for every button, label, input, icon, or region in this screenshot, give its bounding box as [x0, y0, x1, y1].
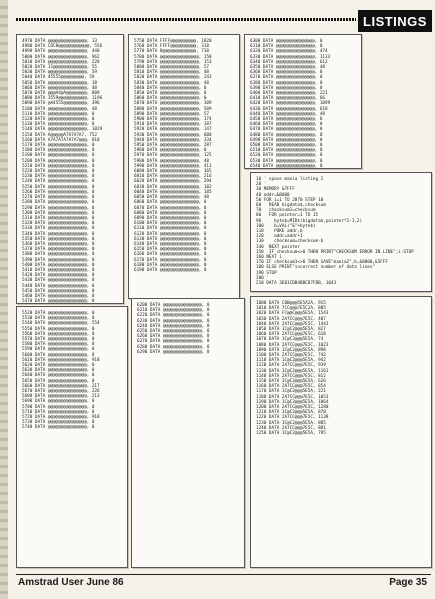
listing-line: 1130 DATA 1C@C2@@@5E5A, 1161	[256, 368, 329, 374]
listing-line: 5600 DATA @@@@@@@@@@@@@@@, 0	[22, 352, 95, 358]
listing-line: 100 b=VAL("&"+byte$)	[256, 223, 316, 229]
listing-line: 1190 DATA 1C@C2@@@5E5A, 1064	[256, 399, 329, 405]
listing-line: 90 byte$=MID$(bigdata$,pointer*2-1,2)	[256, 218, 363, 224]
listing-line: 6410 DATA @@@@@@@@@@@@@@@, 66	[250, 96, 326, 102]
listing-line: 6380 DATA @@@@@@@@@@@@@@@, 0	[250, 80, 323, 86]
listing-line: 5540 DATA @@@@@@@@@@@@@@@, 554	[22, 321, 100, 327]
listing-line: 5780 DATA @@@@@@@@@@@@@@@, 150	[134, 54, 212, 60]
listing-line: 1250 DATA 1C@C2@@@5E5A, 795	[256, 431, 326, 437]
listing-line: 5610 DATA @@@@@@@@@@@@@@@, 918	[22, 357, 100, 363]
listing-sheet-1	[16, 34, 124, 304]
listing-line: 1110 DATA 1C@C2@@@5E5A, 942	[256, 358, 326, 364]
listing-line: 5530 DATA @@@@@@@@@@@@@@@, 0	[22, 316, 95, 322]
listing-line: 5950 DATA @@@@@@@@@@@@@@@, 287	[134, 143, 212, 149]
listing-line: 6450 DATA @@@@@@@@@@@@@@@, 0	[250, 117, 323, 123]
listing-line: 160 NEXT i	[256, 255, 282, 261]
listing-sheet-4	[250, 172, 432, 292]
listing-line: 6400 DATA @@@@@@@@@@@@@@@, 221	[250, 91, 328, 97]
listing-line: 50 FOR i=1 TO 2870 STEP 10	[256, 197, 324, 203]
listing-line: 5090 DATA @A4555@@@@@@@@@, 396	[22, 101, 100, 107]
listing-line: 5200 DATA @@@@@@@@@@@@@@@, 0	[22, 158, 95, 164]
section-title: LISTINGS	[358, 10, 432, 32]
listing-line: 5430 DATA @@@@@@@@@@@@@@@, 0	[22, 278, 95, 284]
listing-line: 200 '	[256, 275, 269, 281]
listing-line: 6460 DATA @@@@@@@@@@@@@@@, 0	[250, 122, 323, 128]
listing-line: 1100 DATA 2A7CC@@@7E5C, 742	[256, 353, 326, 359]
listing-line: 190 STOP	[256, 270, 277, 276]
listing-line: 6010 DATA @@@@@@@@@@@@@@@, 216	[134, 174, 212, 180]
listing-line: 6190 DATA @@@@@@@@@@@@@@@, 0	[134, 267, 207, 273]
listing-line: 6060 DATA @@@@@@@@@@@@@@@, 0	[134, 200, 207, 206]
listing-line: 1200 DATA 2A7CC@@@7E5C, 1280	[256, 405, 329, 411]
listing-line: 5840 DATA @@@@@@@@@@@@@@@, 0	[134, 85, 207, 91]
listing-line: 5760 DATA FFFF@@@@@@@@@@, 318	[134, 44, 210, 50]
listing-line: 6470 DATA @@@@@@@@@@@@@@@, 0	[250, 127, 323, 133]
listing-line: 5360 DATA @@@@@@@@@@@@@@@, 0	[22, 241, 95, 247]
listing-line: 6210 DATA @@@@@@@@@@@@@@@, 0	[137, 308, 210, 314]
listing-line: 150 IF checksum<>0 THEN PRINT"CHECKSUM ERROR IN LINE";i:STOP	[256, 249, 414, 255]
listing-line: 6370 DATA @@@@@@@@@@@@@@@, 0	[250, 75, 323, 81]
listing-line: 6040 DATA @@@@@@@@@@@@@@@, 185	[134, 189, 212, 195]
listing-line: 6090 DATA @@@@@@@@@@@@@@@, 0	[134, 215, 207, 221]
listing-line: 5920 DATA @@@@@@@@@@@@@@@, 147	[134, 127, 212, 133]
listing-line: 5410 DATA @@@@@@@@@@@@@@@, 0	[22, 267, 95, 273]
listing-line: 5340 DATA @@@@@@@@@@@@@@@, 0	[22, 231, 95, 237]
listing-line: 5040 DATA 45555@@@@@@@@@, 59	[22, 75, 95, 81]
listing-line: 6000 DATA @@@@@@@@@@@@@@@, 165	[134, 169, 212, 175]
listing-line: 6100 DATA @@@@@@@@@@@@@@@, 0	[134, 221, 207, 227]
listing-line: 6350 DATA @@@@@@@@@@@@@@@, 48	[250, 65, 326, 71]
listing-line: 1080 DATA 2A7CC@@@7E5C, 1023	[256, 342, 329, 348]
listing-line: 6110 DATA @@@@@@@@@@@@@@@, 0	[134, 226, 207, 232]
listing-line: 5300 DATA @@@@@@@@@@@@@@@, 0	[22, 210, 95, 216]
listing-line: 5980 DATA @@@@@@@@@@@@@@@, 48	[134, 158, 210, 164]
listing-line: 1020 DATA FC@@C@@@5E5A, 1543	[256, 311, 329, 317]
listing-line: 6280 DATA @@@@@@@@@@@@@@@, 0	[137, 344, 210, 350]
listing-line: 1220 DATA 2A7CC@@@7E5C, 1138	[256, 415, 329, 421]
footer-page-number: Page 35	[389, 577, 427, 588]
listing-line: 5170 DATA @@@@@@@@@@@@@@@, 0	[22, 143, 95, 149]
listing-line: 5390 DATA @@@@@@@@@@@@@@@, 0	[22, 257, 95, 263]
listing-line: 1140 DATA 2A7CC@@@7E5C, 812	[256, 373, 326, 379]
listing-line: 5120 DATA @@@@@@@@@@@@@@@, 0	[22, 117, 95, 123]
listing-line: 40 addr=&8000	[256, 192, 290, 198]
listing-line: 5890 DATA @@@@@@@@@@@@@@@, 57	[134, 111, 210, 117]
listing-line: 1240 DATA 2A7CC@@@7E5C, 881	[256, 425, 326, 431]
listing-line: 5870 DATA @@@@@@@@@@@@@@@, 109	[134, 101, 212, 107]
listing-line: 4970 DATA @@@@@@@@@@@@@@@, 13	[22, 39, 98, 44]
listing-sheet-2	[128, 34, 240, 299]
listing-line: 6030 DATA @@@@@@@@@@@@@@@, 182	[134, 184, 212, 190]
listing-line: 5940 DATA @@@@@@@@@@@@@@@, 334	[134, 137, 212, 143]
listing-line: 170 IF checksum1<>0 THEN SAVE"mania2",b,&8000,&5FFF	[256, 260, 388, 266]
listing-line: 6050 DATA @@@@@@@@@@@@@@@, 48	[134, 195, 210, 201]
listing-line: 5640 DATA @@@@@@@@@@@@@@@, 0	[22, 373, 95, 379]
listing-line: 6130 DATA @@@@@@@@@@@@@@@, 0	[134, 236, 207, 242]
listing-line: 6240 DATA @@@@@@@@@@@@@@@, 0	[137, 323, 210, 329]
listing-line: 5420 DATA @@@@@@@@@@@@@@@, 0	[22, 273, 95, 279]
listing-line: 5450 DATA @@@@@@@@@@@@@@@, 0	[22, 288, 95, 294]
footer-magazine: Amstrad User June 86	[18, 577, 124, 588]
listing-line: 6220 DATA @@@@@@@@@@@@@@@, 0	[137, 313, 210, 319]
listing-line: 5800 DATA @@@@@@@@@@@@@@@, 57	[134, 65, 210, 71]
listing-line: 5650 DATA @@@@@@@@@@@@@@@, 0	[22, 378, 95, 384]
listing-line: 4980 DATA CDC8@@@@@@@@@@@@, 556	[22, 44, 103, 50]
listing-line: 5520 DATA @@@@@@@@@@@@@@@, 0	[22, 311, 95, 316]
listing-line: 1040 DATA 2A7CC@@@7E5C, 1443	[256, 321, 329, 327]
listing-line: 6330 DATA @@@@@@@@@@@@@@@, 1133	[250, 54, 331, 60]
listing-line: 5140 DATA @@@@@@@@@@@@@@@, 1029	[22, 127, 103, 133]
listing-line: 5400 DATA @@@@@@@@@@@@@@@, 0	[22, 262, 95, 268]
listing-line: 6170 DATA @@@@@@@@@@@@@@@, 0	[134, 257, 207, 263]
listing-line: 6340 DATA @@@@@@@@@@@@@@@, 612	[250, 59, 328, 65]
listing-line: 5730 DATA @@@@@@@@@@@@@@@, 0	[22, 420, 95, 426]
listing-line: 5460 DATA @@@@@@@@@@@@@@@, 0	[22, 293, 95, 299]
listing-line: 210 DATA 3E01CDB4BBCD7FBB, 1043	[256, 281, 337, 287]
listing-line: 5860 DATA @@@@@@@@@@@@@@@, 0	[134, 96, 207, 102]
listing-line: 1060 DATA 2A7CC@@@7E5C, 618	[256, 332, 326, 338]
listing-line: 1070 DATA 1C@C2@@@5E5A, 74	[256, 337, 324, 343]
listing-sheet-6	[131, 298, 245, 568]
listing-line: 6420 DATA @@@@@@@@@@@@@@@, 1099	[250, 101, 331, 107]
listing-line: 6500 DATA @@@@@@@@@@@@@@@, 0	[250, 143, 323, 149]
listing-line: 5020 DATA 11@@@@@@@@@@@@@, 55	[22, 65, 98, 71]
listing-line: 5050 DATA @@@@@@@@@@@@@@@, 18	[22, 80, 98, 86]
listing-line: 1030 DATA 2A7CC@@@7E5C, 487	[256, 316, 326, 322]
listing-line: 120 addr=addr+1	[256, 234, 303, 240]
listing-line: 5750 DATA FFFF@@@@@@@@@@, 1020	[134, 39, 212, 44]
listing-line: 5440 DATA @@@@@@@@@@@@@@@, 0	[22, 283, 95, 289]
listing-line: 5720 DATA @@@@@@@@@@@@@@@, 918	[22, 415, 100, 421]
listing-line: 5770 DATA 8@@@@@@@@@@@@@, 710	[134, 49, 210, 55]
listing-line: 5110 DATA @@@@@@@@@@@@@@@, 0	[22, 111, 95, 117]
listing-line: 6480 DATA @@@@@@@@@@@@@@@, 0	[250, 132, 323, 138]
listing-line: 5930 DATA @@@@@@@@@@@@@@@, 600	[134, 132, 212, 138]
listing-line: 5080 DATA 3559@@@@@@@@@@@, 1196	[22, 96, 103, 102]
listing-line: 1000 DATA C0B@@@5E5A2A, 915	[256, 301, 326, 306]
listing-line: 10 ' space mania listing 2	[256, 177, 324, 182]
listing-line: 5590 DATA @@@@@@@@@@@@@@@, 0	[22, 347, 95, 353]
listing-line: 5960 DATA @@@@@@@@@@@@@@@, 0	[134, 148, 207, 154]
listing-line: 5030 DATA @@@@@@@@@@@@@@@, 59	[22, 70, 98, 76]
listing-line: 5180 DATA @@@@@@@@@@@@@@@, 0	[22, 148, 95, 154]
listing-line: 6260 DATA @@@@@@@@@@@@@@@, 0	[137, 334, 210, 340]
listing-line: 5710 DATA @@@@@@@@@@@@@@@, 0	[22, 409, 95, 415]
listing-line: 20 '	[256, 182, 267, 188]
listing-line: 5880 DATA @@@@@@@@@@@@@@@, 509	[134, 106, 212, 112]
listing-line: 5230 DATA @@@@@@@@@@@@@@@, 0	[22, 174, 95, 180]
listing-line: 6080 DATA @@@@@@@@@@@@@@@, 0	[134, 210, 207, 216]
listing-line: 6290 DATA @@@@@@@@@@@@@@@, 0	[137, 349, 210, 355]
listing-line: 5740 DATA @@@@@@@@@@@@@@@, 0	[22, 425, 95, 431]
listing-line: 5690 DATA @@@@@@@@@@@@@@@, 0	[22, 399, 95, 405]
listing-line: 5060 DATA @@@@@@@@@@@@@@@, 48	[22, 85, 98, 91]
listing-line: 6180 DATA @@@@@@@@@@@@@@@, 0	[134, 262, 207, 268]
page-footer	[16, 574, 431, 589]
listing-line: 130 checksum=checksum-b	[256, 239, 324, 245]
listing-line: 5830 DATA @@@@@@@@@@@@@@@, 48	[134, 80, 210, 86]
listing-line: 6530 DATA @@@@@@@@@@@@@@@, 0	[250, 158, 323, 164]
listing-line: 1090 DATA 1C@C2@@@5E5A, 898	[256, 347, 326, 353]
listing-line: 5990 DATA @@@@@@@@@@@@@@@, 411	[134, 163, 212, 169]
listing-line: 6540 DATA @@@@@@@@@@@@@@@, 0	[250, 163, 323, 169]
listing-line: 5900 DATA @@@@@@@@@@@@@@@, 174	[134, 117, 212, 123]
listing-line: 5560 DATA @@@@@@@@@@@@@@@, 0	[22, 331, 95, 337]
listing-line: 5620 DATA @@@@@@@@@@@@@@@, 0	[22, 363, 95, 369]
listing-line: 110 POKE addr,b	[256, 229, 303, 235]
listing-line: 6230 DATA @@@@@@@@@@@@@@@, 0	[137, 318, 210, 324]
listing-line: 5270 DATA @@@@@@@@@@@@@@@, 0	[22, 195, 95, 201]
listing-line: 5350 DATA @@@@@@@@@@@@@@@, 0	[22, 236, 95, 242]
listing-sheet-7	[250, 296, 432, 568]
listing-line: 6430 DATA @@@@@@@@@@@@@@@, 618	[250, 106, 328, 112]
listing-line: 5570 DATA @@@@@@@@@@@@@@@, 0	[22, 337, 95, 343]
listing-line: 1160 DATA 2A7CC@@@7E5C, 854	[256, 384, 326, 390]
listing-line: 1010 DATA 7CC@@@7E5C2A, 885	[256, 306, 326, 312]
listing-line: 6160 DATA @@@@@@@@@@@@@@@, 0	[134, 252, 207, 258]
listing-line: 5220 DATA @@@@@@@@@@@@@@@, 0	[22, 169, 95, 175]
listing-line: 5100 DATA @@@@@@@@@@@@@@@, 48	[22, 106, 98, 112]
listing-line: 6520 DATA @@@@@@@@@@@@@@@, 0	[250, 153, 323, 159]
listing-line: 5820 DATA @@@@@@@@@@@@@@@, 243	[134, 75, 212, 81]
listing-line: 5790 DATA @@@@@@@@@@@@@@@, 153	[134, 59, 212, 65]
listing-line: 5070 DATA @@@A4@A@@@@@@@@, 809	[22, 91, 100, 97]
listing-line: 6320 DATA @@@@@@@@@@@@@@@, 474	[250, 49, 328, 55]
listing-line: 6140 DATA @@@@@@@@@@@@@@@, 0	[134, 241, 207, 247]
listing-line: 5160 DATA A7A7A7A7A7A7@@@, 818	[22, 137, 100, 143]
listing-line: 60 READ bigdata$,checksum	[256, 203, 326, 209]
listing-line: 6270 DATA @@@@@@@@@@@@@@@, 0	[137, 339, 210, 345]
listing-line: 140 NEXT pointer	[256, 244, 300, 250]
listing-line: 1210 DATA 1C@C2@@@5E5A, 870	[256, 410, 326, 416]
listing-line: 5130 DATA @@@@@@@@@@@@@@@, 0	[22, 122, 95, 128]
listing-line: 5910 DATA @@@@@@@@@@@@@@@, 187	[134, 122, 212, 128]
listing-line: 5240 DATA @@@@@@@@@@@@@@@, 0	[22, 179, 95, 185]
listing-line: 6120 DATA @@@@@@@@@@@@@@@, 0	[134, 231, 207, 237]
listing-line: 5320 DATA @@@@@@@@@@@@@@@, 0	[22, 221, 95, 227]
listing-line: 5310 DATA @@@@@@@@@@@@@@@, 0	[22, 215, 95, 221]
listing-line: 6510 DATA @@@@@@@@@@@@@@@, 0	[250, 148, 323, 154]
listing-line: 1050 DATA 1C@C2@@@5E5A, 827	[256, 327, 326, 333]
listing-line: 6390 DATA @@@@@@@@@@@@@@@, 0	[250, 85, 323, 91]
listing-line: 1150 DATA 1C@C2@@@5E5A, 626	[256, 379, 326, 385]
listing-line: 6440 DATA @@@@@@@@@@@@@@@, 48	[250, 111, 326, 117]
listing-line: 5470 DATA @@@@@@@@@@@@@@@, 0	[22, 299, 95, 304]
listing-line: 1230 DATA 1C@C2@@@5E5A, 885	[256, 420, 326, 426]
listing-line: 5660 DATA @@@@@@@@@@@@@@@, 217	[22, 383, 100, 389]
listing-line: 6360 DATA @@@@@@@@@@@@@@@, 0	[250, 70, 323, 76]
listing-line: 6310 DATA @@@@@@@@@@@@@@@, 0	[250, 44, 323, 50]
listing-line: 5210 DATA @@@@@@@@@@@@@@@, 0	[22, 163, 95, 169]
listing-sheet-5	[16, 306, 128, 568]
listing-line: 5280 DATA @@@@@@@@@@@@@@@, 0	[22, 200, 95, 206]
listing-line: 180 ELSE PRINT"incorrect number of data lines"	[256, 265, 375, 271]
header-rule	[16, 18, 356, 21]
listing-line: 6200 DATA @@@@@@@@@@@@@@@, 0	[137, 303, 210, 308]
listing-line: 5680 DATA @@@@@@@@@@@@@@@, 213	[22, 394, 100, 400]
listing-line: 6490 DATA @@@@@@@@@@@@@@@, 0	[250, 137, 323, 143]
listing-sheet-3	[244, 34, 362, 169]
listing-line: 5260 DATA @@@@@@@@@@@@@@@, 0	[22, 189, 95, 195]
listing-line: 5370 DATA @@@@@@@@@@@@@@@, 0	[22, 247, 95, 253]
listing-line: 6070 DATA @@@@@@@@@@@@@@@, 0	[134, 205, 207, 211]
listing-line: 5250 DATA @@@@@@@@@@@@@@@, 0	[22, 184, 95, 190]
listing-line: 5190 DATA @@@@@@@@@@@@@@@, 0	[22, 153, 95, 159]
listing-line: 5380 DATA @@@@@@@@@@@@@@@, 0	[22, 252, 95, 258]
listing-line: 6020 DATA @@@@@@@@@@@@@@@, 294	[134, 179, 212, 185]
listing-line: 6300 DATA @@@@@@@@@@@@@@@, 0	[250, 39, 323, 44]
listing-line: 5850 DATA @@@@@@@@@@@@@@@, 0	[134, 91, 207, 97]
listing-line: 1120 DATA 2A7CC@@@7E5C, 939	[256, 363, 326, 369]
listing-line: 5290 DATA @@@@@@@@@@@@@@@, 0	[22, 205, 95, 211]
listing-line: 5670 DATA @@@@@@@@@@@@@@@, 226	[22, 389, 100, 395]
listing-line: 5000 DATA @@@@@@@@@@@@@@@, 962	[22, 54, 100, 60]
listing-line: 4990 DATA @@@@@@@@@@@@@@@, 440	[22, 49, 100, 55]
listing-line: 5150 DATA A@@@@@A7A7A7A7, 752	[22, 132, 98, 138]
listing-line: 5550 DATA @@@@@@@@@@@@@@@, 0	[22, 326, 95, 332]
listing-line: 5580 DATA @@@@@@@@@@@@@@@, 0	[22, 342, 95, 348]
listing-line: 5700 DATA @@@@@@@@@@@@@@@, 0	[22, 404, 95, 410]
listing-line: 5010 DATA @@@@@@@@@@@@@@@, 228	[22, 59, 100, 65]
listing-line: 6250 DATA @@@@@@@@@@@@@@@, 0	[137, 329, 210, 335]
listing-line: 1180 DATA 2A7CC@@@7E5C, 1053	[256, 394, 329, 400]
listing-line: 5810 DATA @@@@@@@@@@@@@@@, 48	[134, 70, 210, 76]
listing-line: 1170 DATA 1C@C2@@@5E5A, 221	[256, 389, 326, 395]
listing-line: 30 MEMORY &7FFF	[256, 187, 295, 193]
listing-line: 70 checksum1=checksum	[256, 208, 316, 214]
listing-line: 5330 DATA @@@@@@@@@@@@@@@, 0	[22, 226, 95, 232]
listing-line: 6150 DATA @@@@@@@@@@@@@@@, 0	[134, 247, 207, 253]
listing-line: 5630 DATA @@@@@@@@@@@@@@@, 0	[22, 368, 95, 374]
listing-line: 5970 DATA @@@@@@@@@@@@@@@, 125	[134, 153, 212, 159]
page-binding-edge	[0, 0, 8, 599]
listing-line: 80 FOR pointer=1 TO 15	[256, 213, 319, 219]
